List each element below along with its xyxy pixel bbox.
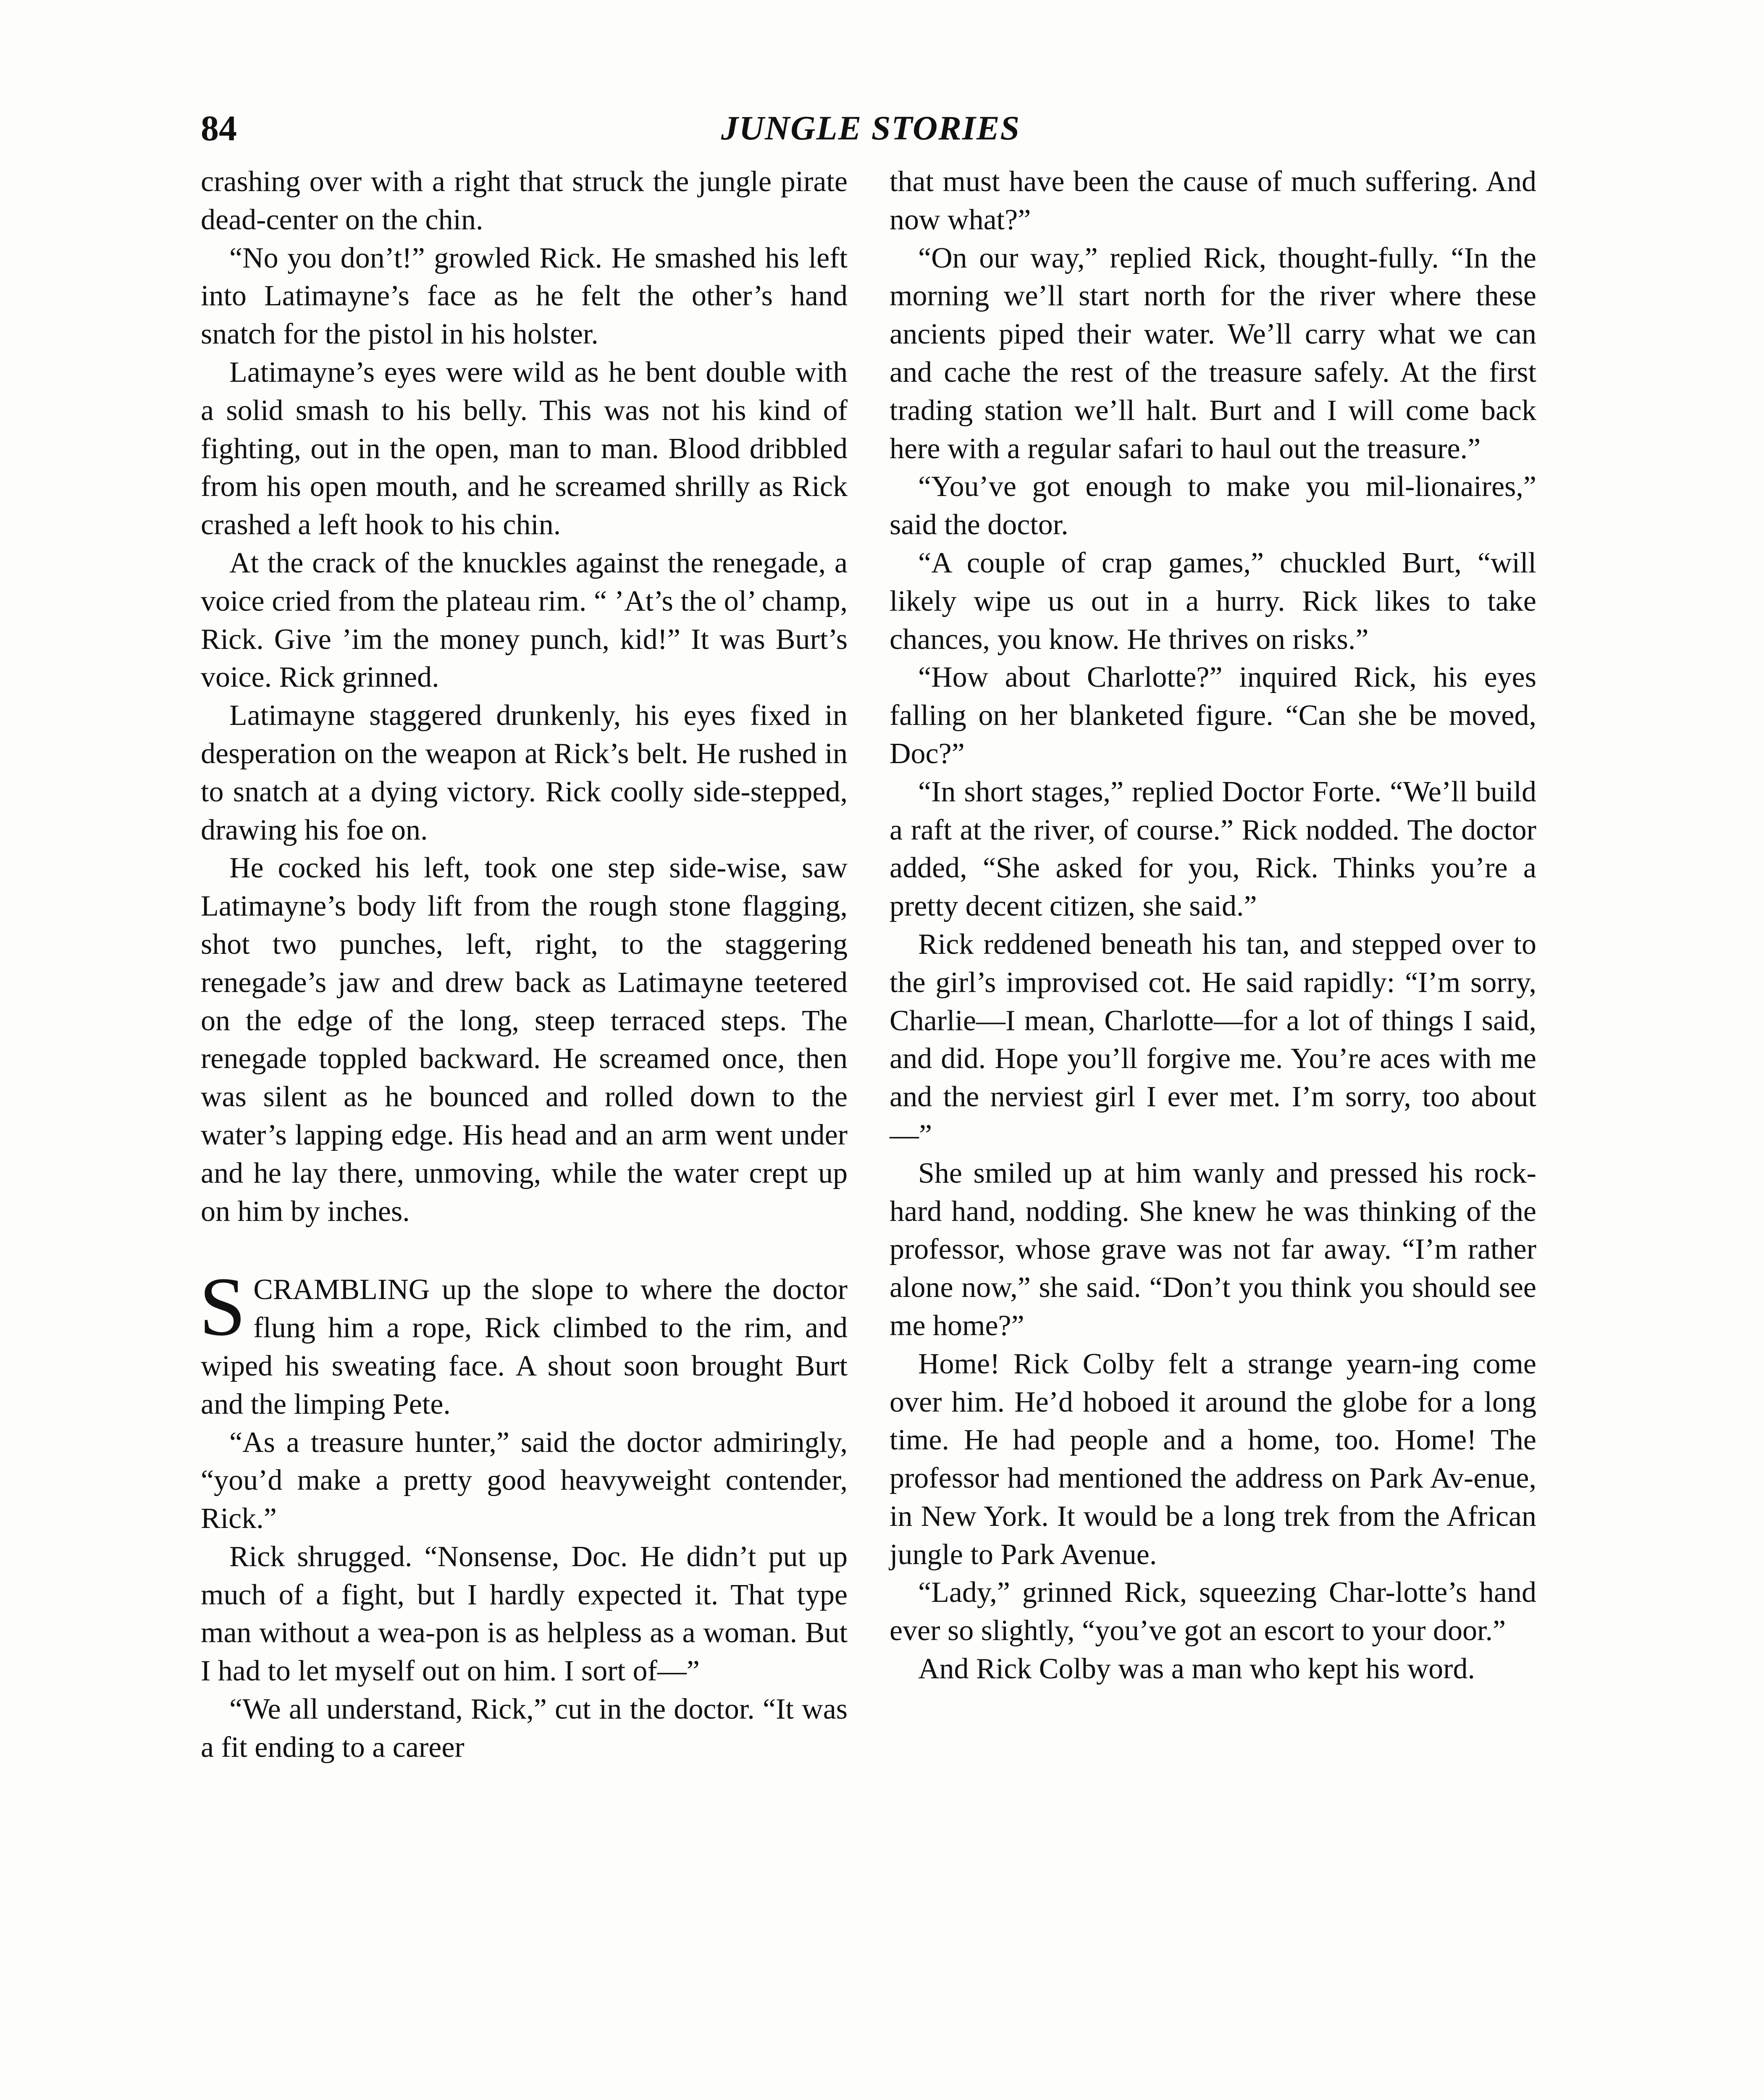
section-opening-paragraph [199,1260,848,1423]
story-paragraph [201,163,848,239]
right-column [890,163,1536,1688]
story-paragraph [890,1155,1536,1345]
paragraph-text: CRAMBLING up the slope to where the doctor flung him a rope, Rick climbed to the rim, and wiped his sweating face. A shout soon brought Burt and the limping Pete. [201,1273,848,1420]
paragraph-text: At the crack of the knuckles against the renegade, a voice cried from the plateau rim. “ ’At’s the ol’ champ, Rick. Give ’im the money punch, kid!” It was Burt’s voice. Rick grinned. [201,546,848,694]
story-paragraph [890,659,1536,773]
paragraph-text: Rick shrugged. “Nonsense, Doc. He didn’t put up much of a fight, but I hardly expected it. That type man without a wea-pon is as helpless as a woman. But I had to let myself out on him. I sort of—” [201,1540,848,1688]
paragraph-text: “Lady,” grinned Rick, squeezing Char-lotte’s hand ever so slightly, “you’ve got an escort to your door.” [890,1576,1536,1647]
story-paragraph [890,773,1536,926]
story-paragraph [201,849,848,1231]
paragraph-text: Latimayne’s eyes were wild as he bent double with a solid smash to his belly. This was not his kind of fighting, out in the open, man to man. Blood dribbled from his open mouth, and he screamed shrilly as Rick crashed a left hook to his chin. [201,356,848,541]
story-paragraph [201,697,848,849]
story-paragraph [890,1650,1536,1688]
paragraph-text: crashing over with a right that struck the jungle pirate dead-center on the chin. [201,165,848,236]
story-paragraph [201,1690,848,1767]
story-paragraph [201,1424,848,1538]
page-number: 84 [201,108,237,148]
paragraph-text: Home! Rick Colby felt a strange yearn-ing come over him. He’d hoboed it around the globe for a long time. He had people and a home, too. Home! The professor had mentioned the address on Park Av-enue, in New York. It would be a long trek from the African jungle to Park Avenue. [890,1347,1536,1571]
paragraph-text: “How about Charlotte?” inquired Rick, his eyes falling on her blanketed figure. “Can she be moved, Doc?” [890,661,1536,770]
story-paragraph [890,544,1536,659]
paragraph-text: “On our way,” replied Rick, thought-fully. “In the morning we’ll start north for the river where these ancients piped their water. We’ll carry what we can and cache the rest of the treasure safely. At the first trading station we’ll halt. Burt and I will come back here with a regular safari to haul out the treasure.” [890,242,1536,465]
paragraph-text: “In short stages,” replied Doctor Forte. “We’ll build a raft at the river, of course.” Rick nodded. The doctor added, “She asked for you, Rick. Thinks you’re a pretty decent citizen, she said.” [890,775,1536,923]
paragraph-text: Latimayne staggered drunkenly, his eyes fixed in desperation on the weapon at Rick’s belt. He rushed in to snatch at a dying victory. Rick coolly side-stepped, drawing his foe on. [201,699,848,846]
drop-cap: S [199,1260,246,1354]
paragraph-text: “We all understand, Rick,” cut in the doctor. “It was a fit ending to a career [201,1693,848,1764]
story-paragraph [890,239,1536,468]
paragraph-text: “As a treasure hunter,” said the doctor admiringly, “you’d make a pretty good heavyweight contender, Rick.” [201,1426,848,1535]
paragraph-text: “No you don’t!” growled Rick. He smashed his left into Latimayne’s face as he felt the other’s hand snatch for the pistol in his holster. [201,242,848,351]
story-paragraph [890,926,1536,1155]
story-paragraph [201,239,848,354]
paragraph-text: “A couple of crap games,” chuckled Burt, “will likely wipe us out in a hurry. Rick likes to take chances, you know. He thrives on risks.” [890,546,1536,656]
paragraph-text: And Rick Colby was a man who kept his word. [918,1653,1475,1685]
story-paragraph [201,544,848,697]
story-paragraph [890,1574,1536,1650]
paragraph-text: that must have been the cause of much suffering. And now what?” [890,165,1536,236]
running-head: JUNGLE STORIES [721,109,1021,147]
story-paragraph [201,1538,848,1690]
story-paragraph [201,354,848,544]
page-header [201,105,1541,160]
story-paragraph [890,1345,1536,1574]
paragraph-text: Rick reddened beneath his tan, and stepped over to the girl’s improvised cot. He said rapidly: “I’m sorry, Charlie—I mean, Charlotte—for a lot of things I said, and did. Hope you’ll forgive me. You’re aces with me and the nerviest girl I ever met. I’m sorry, too about—” [890,928,1536,1151]
paragraph-text: She smiled up at him wanly and pressed his rock-hard hand, nodding. She knew he was thinking of the professor, whose grave was not far away. “I’m rather alone now,” she said. “Don’t you think you should see me home?” [890,1157,1536,1342]
left-column [201,163,848,1767]
story-paragraph [890,163,1536,239]
paragraph-text: He cocked his left, took one step side-wise, saw Latimayne’s body lift from the rough stone flagging, shot two punches, left, right, to the staggering renegade’s jaw and drew back as Latimayne teetered on the edge of the long, steep terraced steps. The renegade toppled backward. He screamed once, then was silent as he bounced and rolled down to the water’s lapping edge. His head and an arm went under and he lay there, unmoving, while the water crept up on him by inches. [201,852,848,1228]
paragraph-text: “You’ve got enough to make you mil-lionaires,” said the doctor. [890,470,1536,541]
story-paragraph [890,468,1536,544]
